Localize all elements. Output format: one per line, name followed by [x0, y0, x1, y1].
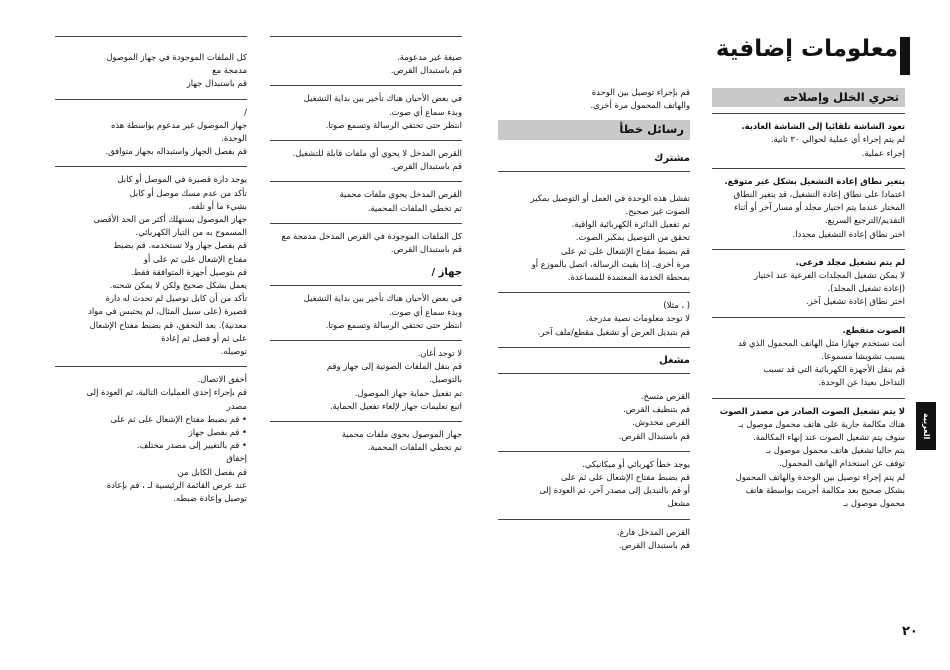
text-line: قم بفصل الكابل من [177, 466, 247, 477]
column-usb-errors [55, 36, 247, 513]
text-line: / [244, 106, 247, 117]
text-line: أخفق الاتصال. [197, 374, 247, 385]
text-line: قم بضبط مفتاح الإشعال على ثم على [560, 245, 690, 256]
sub-player-header: مشغل [498, 347, 690, 374]
text-line: لا يمكن تشغيل المجلدات الفرعية عند اختيار [754, 270, 905, 281]
text-line: قم باستبدال القرص. [618, 539, 690, 550]
ts-block-5 [712, 398, 905, 519]
text-line: يتم حاليا تشغيل هاتف محمول موصول بـ [766, 445, 905, 456]
usb-err-block-c [55, 166, 247, 366]
text-line: يعمل بشكل صحيح ولكن لا يمكن شحنه. [109, 280, 247, 291]
usb-block-h [270, 421, 462, 462]
page-number: ٢٠ [902, 624, 918, 639]
text-line: توقف عن استخدام الهاتف المحمول. [779, 458, 905, 469]
err-block-e [498, 519, 690, 560]
text-line: لا توجد أغان. [417, 348, 462, 359]
text-line: يوجد دارة قصيرة في الموصل أو كابل [117, 174, 247, 185]
text-line: بالتوصيل. [429, 374, 462, 385]
text-line: تم تخطي الملفات المحمية. [367, 442, 462, 453]
disc-block-b [270, 85, 462, 140]
usb-err-block-a [55, 36, 247, 99]
text-line: الوحدة. [221, 133, 247, 144]
text-line: كل الملفات الموجودة في القرص المدخل مدمجة مع [281, 230, 462, 241]
text-line: قم بنقل الأجهزة الكهربائية التي قد تسبب [763, 364, 905, 375]
text-line: • قم بالتغيير إلى مصدر مختلف. [136, 440, 247, 451]
usb-block-f [270, 285, 462, 340]
text-line: توصيله. [220, 346, 247, 357]
text-line: بمحطة الخدمة المعتمدة للمساعدة. [567, 272, 690, 283]
text-line: قم بإجراء توصيل بين الوحدة [591, 87, 690, 97]
disc-block-c [270, 140, 462, 181]
text-line: جهاز الموصول يستهلك أكثر من الحد الأقصى [93, 214, 247, 225]
usb-block-g [270, 340, 462, 421]
text-line: القرص المدخل فارغ. [616, 526, 690, 537]
text-line: إجراء عملية. [861, 147, 905, 158]
text-line: أو قم بالتبديل إلى مصدر آخر، ثم العودة إلى [539, 485, 690, 496]
err-block-d [498, 451, 690, 519]
text-line: يسبب تشويشا مسموعا. [821, 351, 905, 362]
column-error-messages [498, 86, 690, 560]
usb-err-block-d [55, 366, 247, 513]
text-line: تأكد من عدم مسك موصل أو كابل [129, 187, 247, 198]
text-line: توصيل وإعادة ضبطه. [173, 493, 247, 504]
text-line: • قم بفصل جهاز [188, 427, 247, 438]
err-block-b [498, 292, 690, 347]
title-accent-bar [900, 37, 910, 75]
col2-top-lines [498, 86, 690, 120]
disc-block-a [270, 36, 462, 85]
text-line: جهاز الموصول يحوي ملفات محمية [341, 429, 462, 440]
text-line: تم تفعيل الدائرة الكهربائية الواقية. [571, 219, 690, 230]
disc-block-d [270, 181, 462, 222]
text-line: التداخل بعيدا عن الوحدة. [818, 377, 905, 388]
text-line: مفتاح الإشعال على ثم على أو [143, 253, 247, 264]
text-line: تم تخطي الملفات المحمية. [367, 202, 462, 213]
column-troubleshooting [712, 88, 905, 518]
text-line: لم يتم إجراء أي عملية لحوالي ٣٠ ثانية. [770, 134, 905, 145]
text-line: لم يتم إجراء توصيل بين الوحدة والهاتف المحمول [735, 471, 905, 482]
text-line: القرص متسخ. [640, 391, 690, 402]
text-line: قم بتوصيل أجهزة المتوافقة فقط. [130, 266, 247, 277]
text-line: اختر نطاق إعادة تشغيل آخر. [805, 296, 905, 307]
column-disc-usb [270, 36, 462, 462]
text-line: تفشل هذه الوحدة في العمل أو التوصيل بمكبر [530, 192, 690, 203]
text-line: التقديم/الترجيع السريع. [824, 215, 905, 226]
sub-common-header: مشترك [498, 146, 690, 172]
block-heading: الصوت متقطع. [842, 324, 905, 335]
text-line: قم بتنظيف القرص. [623, 404, 690, 415]
section-troubleshooting-header: تحري الخلل وإصلاحه [712, 88, 905, 107]
text-line: والهاتف المحمول مرة أخرى. [590, 100, 690, 111]
text-line: المختار عندما يتم اختيار مجلد أو مسار آخر أو أثناء [734, 202, 905, 213]
usb-err-block-b [55, 99, 247, 167]
err-block-c [498, 384, 690, 451]
text-line: إخفاق [226, 453, 247, 464]
text-line: • قم بضبط مفتاح الإشعال على ثم على [110, 413, 247, 424]
text-line: قم بإجراء إحدى العمليات التالية، ثم العودة إلى [86, 387, 247, 398]
text-line: مصدر [226, 400, 247, 411]
text-line: قصيرة (على سبيل المثال، لم يحتبس في مواد [88, 306, 247, 317]
ts-block-4 [712, 317, 905, 398]
text-line: في بعض الأحيان هناك تأخير بين بداية التشغيل [303, 293, 462, 304]
block-heading: تعود الشاشة تلقائيا إلى الشاشة العادية. [741, 121, 905, 132]
text-line: (إعادة تشغيل المجلد). [827, 283, 905, 294]
ts-block-1 [712, 113, 905, 168]
text-line: معدنية). بعد التحقق، قم بضبط مفتاح الإشعال [89, 319, 247, 330]
text-line: اختر نطاق إعادة التشغيل مجددا. [792, 228, 905, 239]
ts-block-3 [712, 249, 905, 317]
text-line: قم باستبدال القرص. [618, 430, 690, 441]
sub-usb-header: جهاز / [431, 267, 462, 279]
text-line: لا توجد معلومات نصية مدرجة. [585, 313, 690, 324]
text-line: في بعض الأحيان هناك تأخير بين بداية التشغيل [303, 93, 462, 104]
text-line: أنت تستخدم جهازا مثل الهاتف المحمول الذي قد [737, 337, 905, 348]
text-line: بشكل صحيح بعد مكالمة أجريت بواسطة هاتف [745, 484, 905, 495]
text-line: على ثم أو فصل ثم إعادة [161, 332, 247, 343]
text-line: سوف يتم تشغيل الصوت عند إنهاء المكالمة. [753, 432, 905, 443]
text-line: قم بفصل الجهاز واستبداله بجهاز متوافق. [105, 146, 247, 157]
text-line: ( ، مثلا) [663, 300, 690, 311]
text-line: قم بتبديل العرض أو تشغيل مقطع/ملف آخر. [537, 326, 690, 337]
text-line: جهاز الموصول غير مدعوم بواسطة هذه [111, 119, 247, 130]
text-line: القرص المدخل لا يحوي أي ملفات قابلة للتشغيل. [292, 148, 462, 159]
block-heading: لم يتم تشغيل مجلد فرعي. [795, 256, 905, 267]
text-line: قم باستبدال جهاز [186, 78, 247, 89]
err-block-a [498, 186, 690, 292]
text-line: مشغل [667, 498, 690, 509]
text-line: اتبع تعليمات جهاز لإلغاء تفعيل الحماية. [329, 400, 462, 411]
text-line: القرص المدخل يحوي ملفات محمية [339, 189, 462, 200]
section-error-messages-header: رسائل خطأ [498, 120, 690, 139]
text-line: وبدء سماع أي صوت. [389, 106, 462, 117]
text-line: قم باستبدال القرص. [390, 244, 462, 255]
text-line: صيغة غير مدعومة. [397, 52, 462, 62]
text-line: يوجد خطأ كهربائي أو ميكانيكي. [582, 458, 690, 469]
page-title: معلومات إضافية [715, 36, 898, 62]
text-line: هناك مكالمة جارية على هاتف محمول موصول بـ [738, 418, 905, 429]
ts-block-2 [712, 168, 905, 249]
disc-block-e [270, 223, 462, 264]
text-line: تأكد من أن كابل توصيل لم تحدث له دارة [105, 293, 247, 304]
text-line: تحقق من التوصيل بمكبر الصوت. [575, 232, 690, 243]
text-line: اعتمادا على نطاق إعادة التشغيل، قد يتغير النطاق [733, 189, 905, 200]
block-heading: يتغير نطاق إعادة التشغيل بشكل غير متوقع. [724, 175, 905, 186]
text-line: بشيء ما أو تلفه. [188, 200, 247, 211]
text-line: مدمجة مع [212, 65, 247, 76]
text-line: تم تفعيل حماية جهاز الموصول. [354, 387, 462, 398]
text-line: القرص مخدوش. [632, 417, 690, 428]
text-line: محمول موصول بـ [843, 498, 905, 509]
text-line: قم بنقل الملفات الصوتية إلى جهاز وقم [326, 361, 462, 372]
text-line: انتظر حتى تختفي الرسالة وتسمع صوتا. [325, 119, 462, 130]
text-line: المسموح به من التيار الكهربائي. [135, 227, 247, 238]
text-line: كل الملفات الموجودة في جهاز الموصول [106, 52, 247, 62]
text-line: وبدء سماع أي صوت. [389, 306, 462, 317]
text-line: انتظر حتى تختفي الرسالة وتسمع صوتا. [325, 319, 462, 330]
text-line: قم بضبط مفتاح الإشعال على ثم على [560, 472, 690, 483]
language-side-tab: العربية [916, 402, 936, 450]
text-line: قم باستبدال القرص. [390, 65, 462, 76]
text-line: مرة أخرى. إذا بقيت الرسالة، اتصل بالموزع أو [531, 258, 690, 269]
text-line: قم بفصل جهاز ولا تستخدمه. قم بضبط [113, 240, 247, 251]
text-line: عند عرض القائمة الرئيسية لـ ، قم بإعادة [106, 479, 247, 490]
text-line: الصوت غير صحيح. [625, 206, 690, 217]
block-heading: لا يتم تشغيل الصوت الصادر من مصدر الصوت [719, 405, 905, 416]
text-line: قم باستبدال القرص. [390, 161, 462, 172]
